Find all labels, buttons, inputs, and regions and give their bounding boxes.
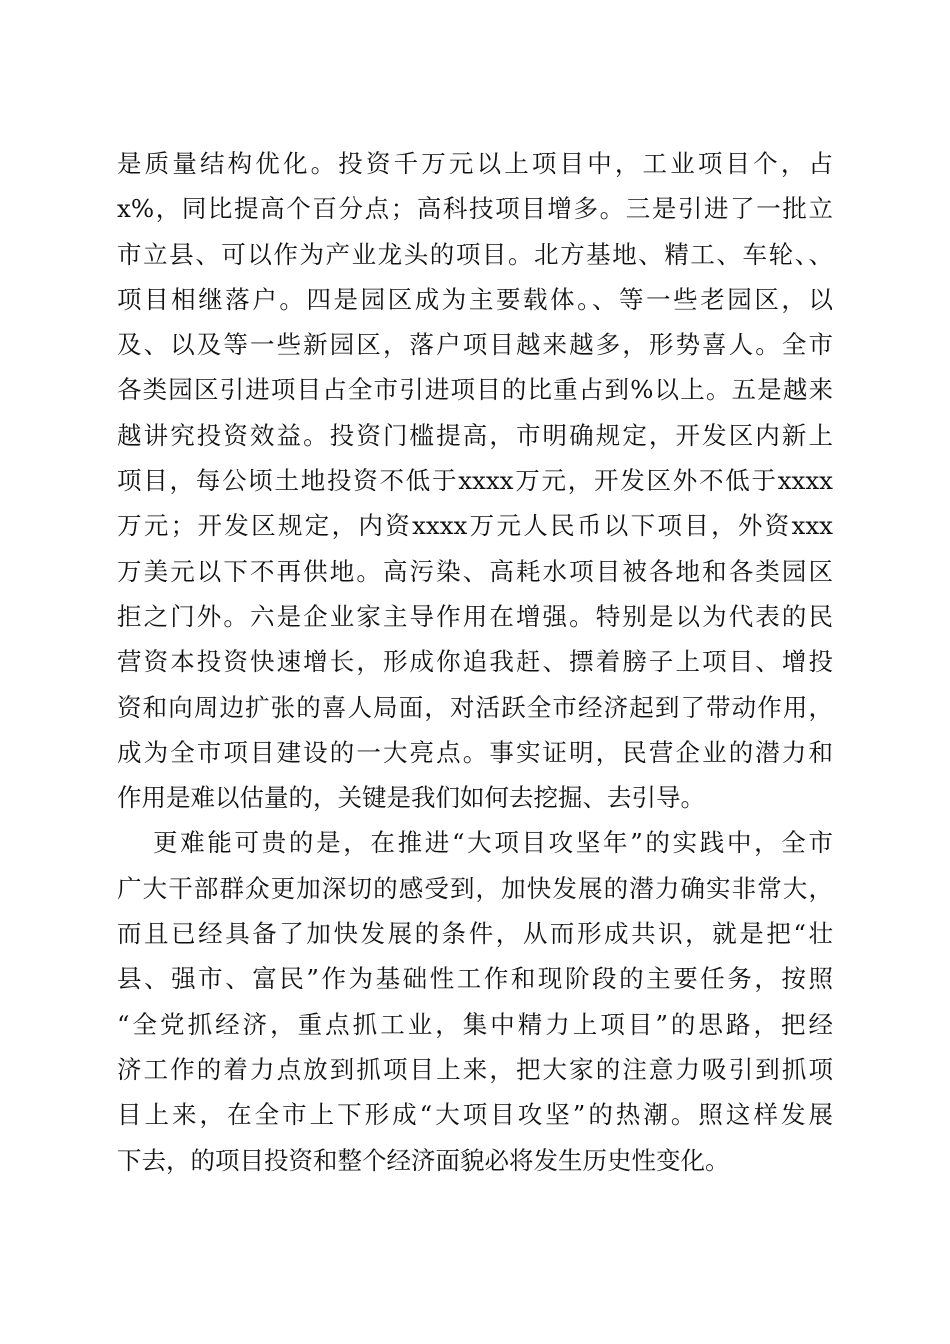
paragraph-line: 是质量结构优化。投资千万元以上项目中，工业项目个，占: [117, 149, 833, 178]
paragraph-line: 拒之门外。六是企业家主导作用在增强。特别是以为代表的民: [117, 601, 833, 631]
paragraph-line: “全党抓经济，重点抓工业，集中精力上项目”的思路，把经: [117, 1009, 833, 1039]
paragraph-line: 万元；开发区规定，内资xxxx万元人民币以下项目，外资xxx: [117, 511, 833, 541]
paragraph-line: 各类园区引进项目占全市引进项目的比重占到%以上。五是越来: [117, 375, 833, 405]
paragraph-line: 目上来，在全市上下形成“大项目攻坚”的热潮。照这样发展: [117, 1100, 833, 1130]
paragraph-line: 广大干部群众更加深切的感受到，加快发展的潜力确实非常大，: [117, 873, 833, 903]
paragraph-line: 下去，的项目投资和整个经济面貌必将发生历史性变化。: [117, 1145, 730, 1175]
paragraph-line: 项目相继落户。四是园区成为主要载体。、等一些老园区，以: [117, 284, 833, 314]
paragraph-line: 市立县、可以作为产业龙头的项目。北方基地、精工、车轮、、: [117, 239, 833, 269]
paragraph-line: 作用是难以估量的，关键是我们如何去挖掘、去引导。: [117, 783, 705, 813]
paragraph-line: 资和向周边扩张的喜人局面，对活跃全市经济起到了带动作用，: [117, 692, 833, 722]
paragraph-line: 越讲究投资效益。投资门槛提高，市明确规定，开发区内新上: [117, 420, 833, 450]
paragraph-line: 成为全市项目建设的一大亮点。事实证明，民营企业的潜力和: [117, 737, 833, 767]
paragraph-line: 及、以及等一些新园区，落户项目越来越多，形势喜人。全市: [117, 330, 833, 360]
paragraph-line: 营资本投资快速增长，形成你追我赶、摽着膀子上项目、增投: [117, 647, 833, 677]
document-body: [117, 141, 833, 1183]
paragraph-line: 项目，每公顷土地投资不低于xxxx万元，开发区外不低于xxxx: [117, 466, 833, 496]
paragraph-line: 万美元以下不再供地。高污染、高耗水项目被各地和各类园区: [117, 556, 833, 586]
paragraph-line: x%，同比提高个百分点；高科技项目增多。三是引进了一批立: [117, 194, 833, 224]
paragraph-line: 县、强市、富民”作为基础性工作和现阶段的主要任务，按照: [117, 964, 833, 994]
paragraph-line: 济工作的着力点放到抓项目上来，把大家的注意力吸引到抓项: [117, 1054, 833, 1084]
paragraph-line: 更难能可贵的是，在推进“大项目攻坚年”的实践中，全市: [153, 828, 833, 858]
paragraph-line: 而且已经具备了加快发展的条件，从而形成共识，就是把“壮: [117, 919, 833, 949]
